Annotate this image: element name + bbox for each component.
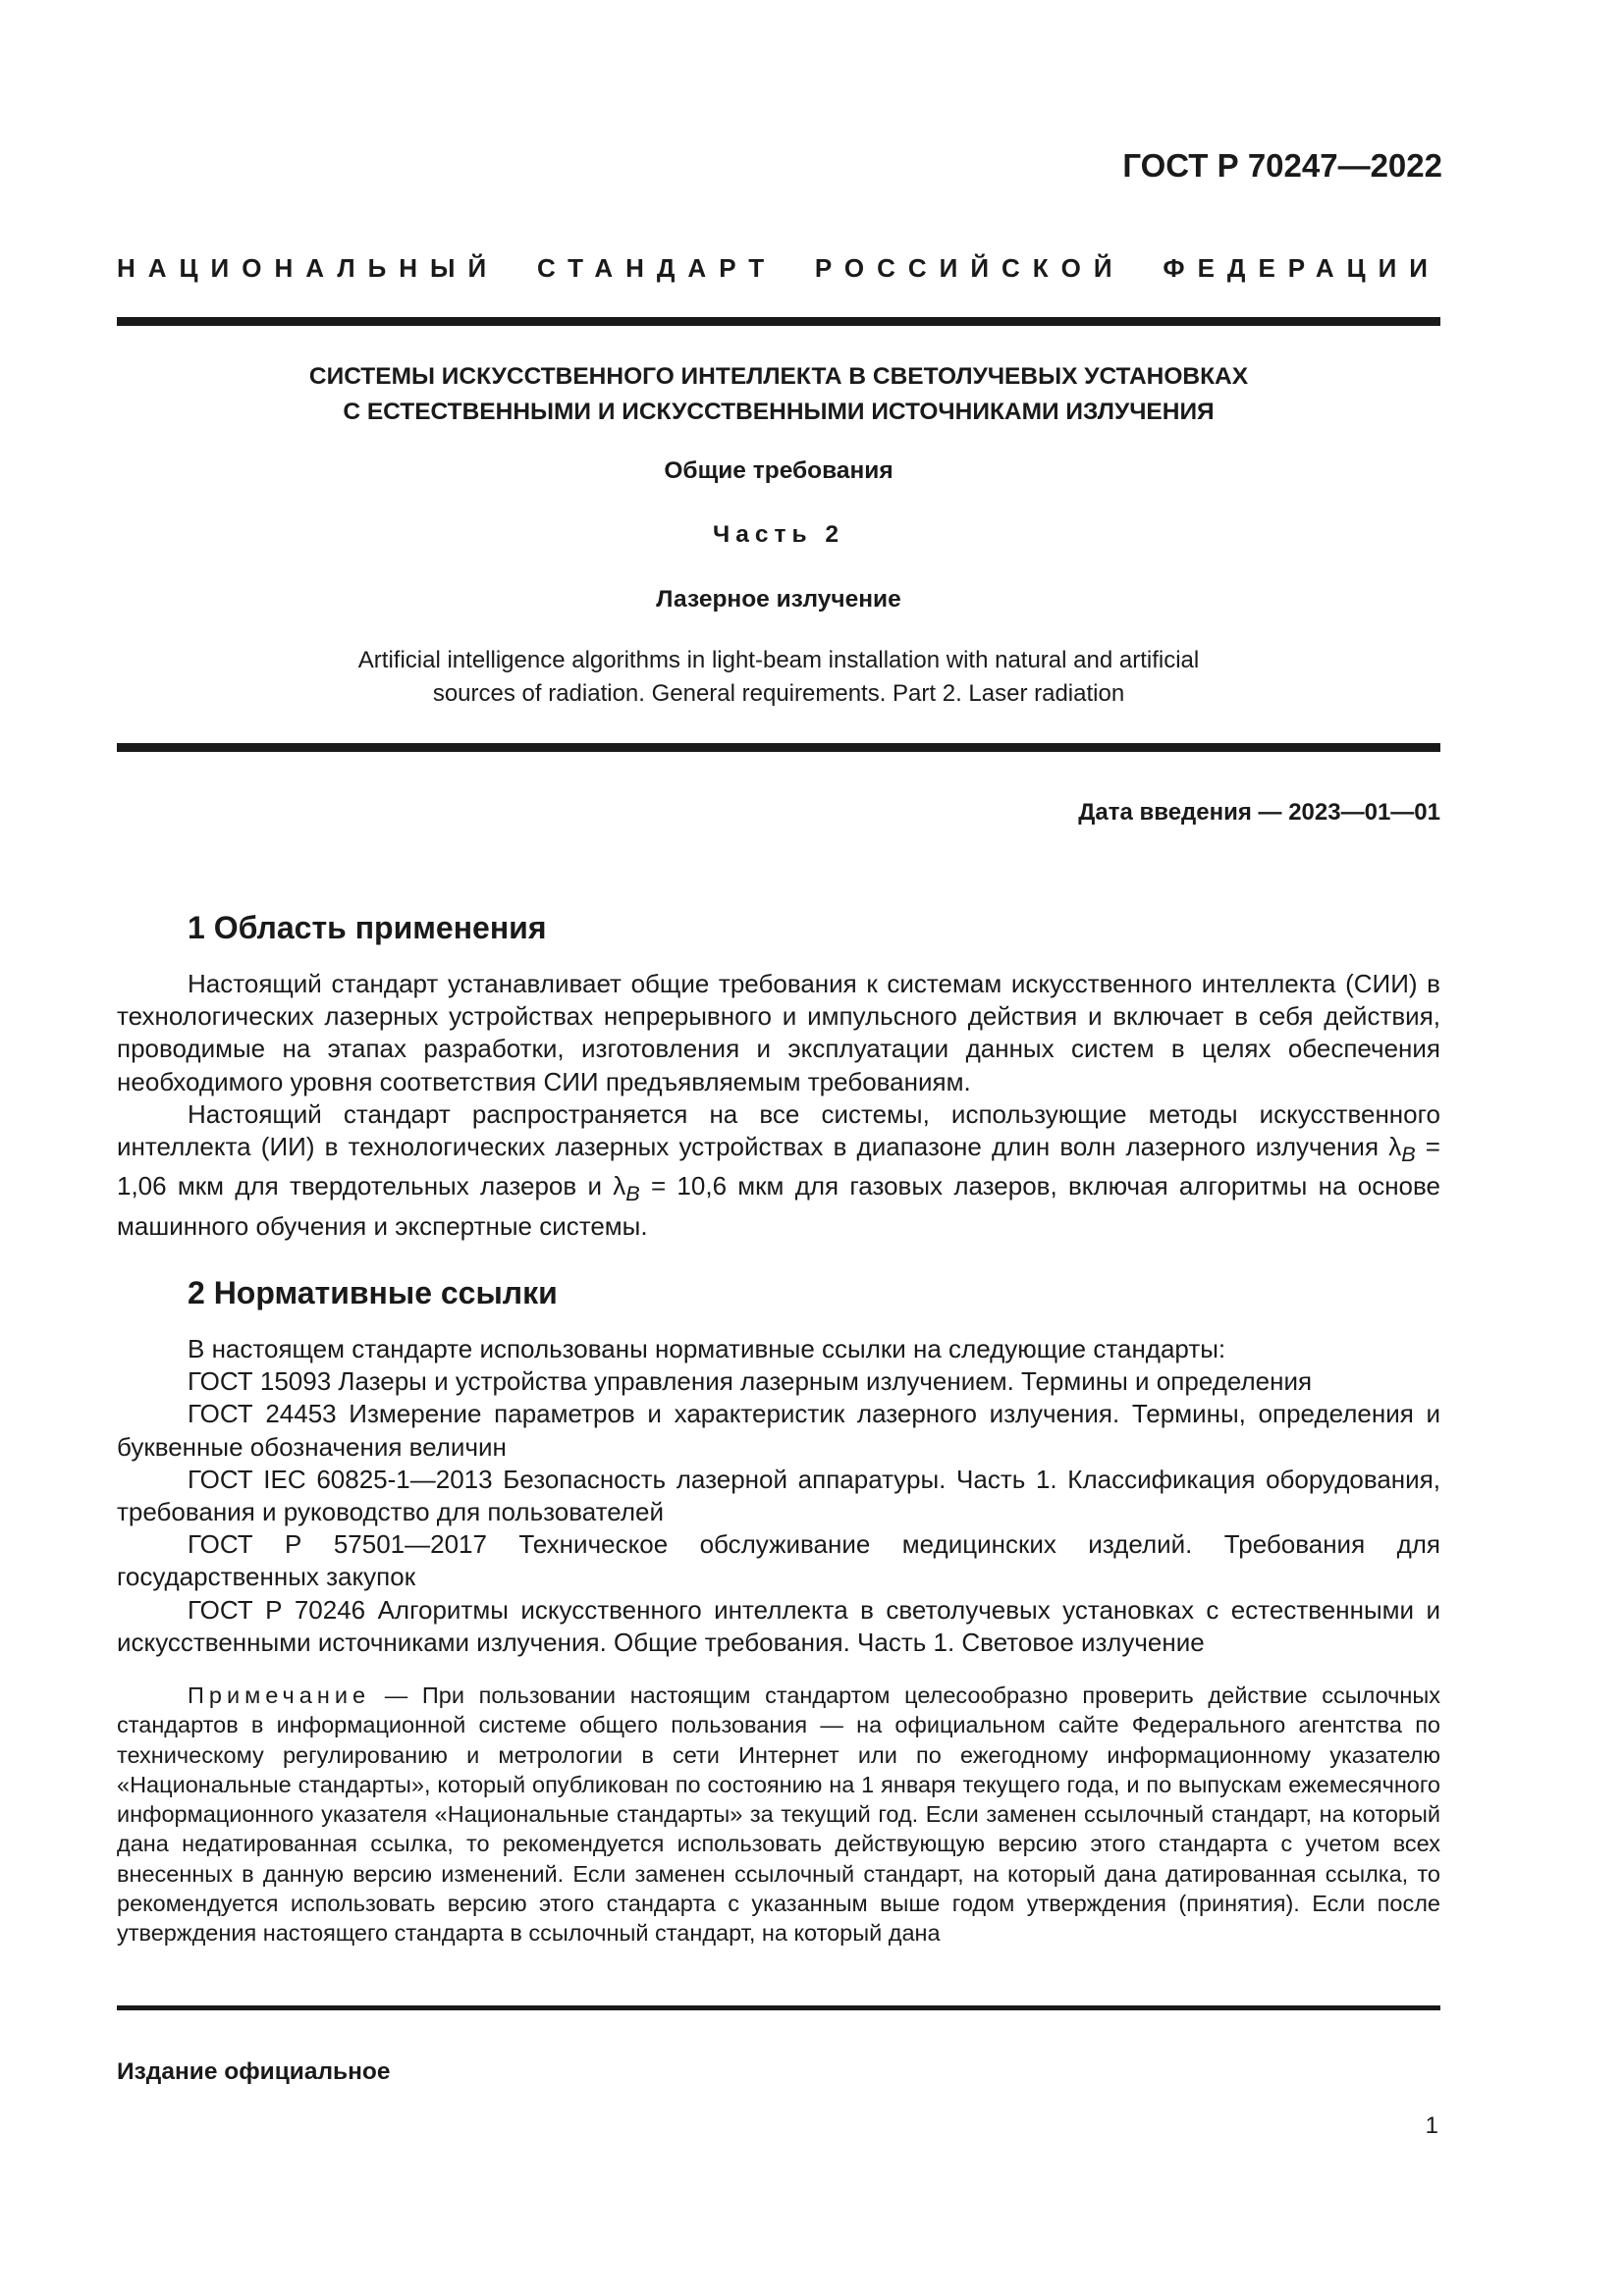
normative-reference: ГОСТ 15093 Лазеры и устройства управления лазерным излучением. Термины и определения — [188, 1366, 1313, 1397]
section-2-intro: В настоящем стандарте использованы нормативные ссылки на следующие стандарты: — [188, 1334, 1226, 1363]
part-name: Лазерное излучение — [656, 586, 901, 613]
section-1-heading: 1 Область применения — [188, 910, 547, 945]
document-number: ГОСТ Р 70247—2022 — [1122, 147, 1442, 184]
document-title — [117, 359, 1440, 430]
english-title-line-2: sources of radiation. General requirements. Part 2. Laser radiation — [432, 680, 1125, 707]
title-divider — [117, 743, 1440, 752]
lambda-subscript: B — [625, 1181, 640, 1206]
section-1-body — [117, 968, 1440, 1243]
section-1-paragraph-2 — [117, 1098, 1440, 1243]
paragraph-text: = 1,06 мкм для твердотельных лазеров и — [117, 1132, 1440, 1201]
note-paragraph — [117, 1681, 1440, 1949]
footer-divider — [117, 2005, 1440, 2010]
title-line-2: С ЕСТЕСТВЕННЫМИ И ИСКУССТВЕННЫМИ ИСТОЧНИКАМИ ИЗЛУЧЕНИЯ — [343, 399, 1215, 425]
part-number: Часть 2 — [713, 521, 844, 548]
english-title — [117, 644, 1440, 711]
subtitle: Общие требования — [664, 457, 893, 484]
english-title-line-1: Artificial intelligence algorithms in light-beam installation with natural and artificial — [357, 647, 1200, 673]
lambda-subscript: B — [1401, 1142, 1416, 1167]
paragraph-text: Настоящий стандарт распространяется на все системы, использующие методы искусственного интеллекта (ИИ) в технологических лазерных устройствах в диапазоне длин волн лазерного излучения — [117, 1098, 1440, 1162]
paragraph-text: = 10,6 мкм для газовых лазеров, включая алгоритмы на основе машинного обучения и экспертные системы. — [117, 1171, 1440, 1241]
normative-reference: ГОСТ 24453 Измерение параметров и характеристик лазерного излучения. Термины, определения и буквенные обозначения величин — [117, 1399, 1440, 1462]
note-text: — При пользовании настоящим стандартом целесообразно проверить действие ссылочных стандартов в информационной системе общего пользования — на официальном сайте Федерального агентства по техническому регулированию и метрологии в сети Интернет или по ежегодному информационному указателю «Национальные стандарты», который опубликован по состоянию на 1 января текущего года, и по выпускам ежемесячного информационного указателя «Национальные стандарты» за текущий год. Если заменен ссылочный стандарт, на который дана недатированная ссылка, то рекомендуется использовать действующую версию этого стандарта с учетом всех внесенных в данную версию изменений. Если заменен ссылочный стандарт, на который дана датированная ссылка, то рекомендуется использовать версию этого стандарта с указанным выше годом утверждения (принятия). Если после утверждения настоящего стандарта в ссылочный стандарт, на который дана — [117, 1682, 1440, 1947]
normative-reference: ГОСТ Р 70246 Алгоритмы искусственного интеллекта в светолучевых установках с естественными и искусственными источниками излучения. Общие требования. Часть 1. Световое излучение — [117, 1594, 1440, 1657]
page-number: 1 — [1425, 2112, 1438, 2139]
normative-reference: ГОСТ IEC 60825-1—2013 Безопасность лазерной аппаратуры. Часть 1. Классификация оборудования, требования и руководство для пользователей — [117, 1464, 1440, 1527]
lambda-symbol: λ — [1388, 1132, 1402, 1162]
introduction-date: Дата введения — 2023—01—01 — [1078, 799, 1440, 826]
section-1-paragraph-1: Настоящий стандарт устанавливает общие требования к системам искусственного интеллекта (СИИ) в технологических лазерных устройствах непрерывного и импульсного действия и включает в себя действия, проводимые на этапах разработки, изготовления и эксплуатации данных систем в целях обеспечения необходимого уровня соответствия СИИ предъявляемым требованиям. — [117, 969, 1440, 1096]
official-edition-label: Издание официальное — [117, 2058, 391, 2085]
section-2-body — [117, 1333, 1440, 1659]
top-divider — [117, 317, 1440, 326]
lambda-symbol: λ — [613, 1171, 626, 1201]
title-line-1: СИСТЕМЫ ИСКУССТВЕННОГО ИНТЕЛЛЕКТА В СВЕТОЛУЧЕВЫХ УСТАНОВКАХ — [308, 363, 1249, 390]
national-standard-label: НАЦИОНАЛЬНЫЙ СТАНДАРТ РОССИЙСКОЙ ФЕДЕРАЦИИ — [117, 253, 1440, 283]
note-label: Примечание — [188, 1682, 371, 1708]
normative-reference: ГОСТ Р 57501—2017 Техническое обслуживание медицинских изделий. Требования для государственных закупок — [117, 1529, 1440, 1592]
note-block — [117, 1681, 1440, 1949]
section-2-heading: 2 Нормативные ссылки — [188, 1275, 558, 1310]
